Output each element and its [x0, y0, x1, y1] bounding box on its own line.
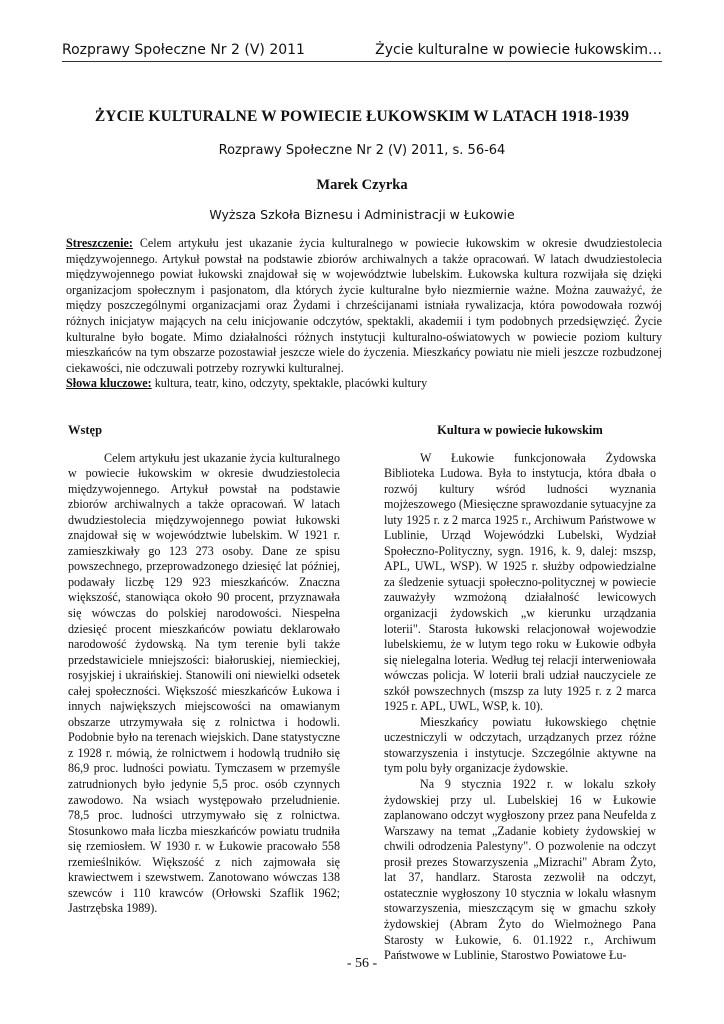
- abstract-text: Celem artykułu jest ukazanie życia kulturalnego w powiecie łukowskim w okresie dwudziestolecia międzywojennego. Artykuł powstał na podstawie zbiorów archiwalnych a także opracowań. W latach dwudziestolecia międzywojennego powiat łukowski znajdował się w województwie lubelskim. Łukowska kultura rozwijała się dzięki organizacjom społecznym i pasjonatom, dla których życie kulturalne było niezmiernie ważne. Można zauważyć, że między poszczególnymi organizacjami oraz Żydami i chrześcijanami istniała rywalizacja, która powodowała rozwój różnych inicjatyw mających na celu inicjowanie odczytów, spektakli, akademii i tym podobnych przedsięwzięć. Życie kulturalne było bogate. Mimo działalności różnych instytucji kulturalno-oświatowych w powiecie poziom kultury mieszkańców na tym obszarze pozostawiał jeszcze wiele do życzenia. Mieszkańcy powiatu nie mieli jeszcze rozbudzonej ciekawości, nie odczuwali potrzeby rozrywki kulturalnej.: [66, 236, 662, 375]
- author-affiliation: Wyższa Szkoła Biznesu i Administracji w Łukowie: [209, 207, 515, 222]
- keywords-paragraph: [66, 376, 662, 392]
- keywords-label: Słowa kluczowe:: [66, 376, 152, 391]
- right-column: [384, 423, 656, 964]
- culture-paragraph: W Łukowie funkcjonowała Żydowska Biblioteka Ludowa. Była to instytucja, która dbała o rozwój kultury wśród ludności wyznania mojżeszowego (Miesięczne sprawozdanie sytuacyjne za luty 1925 r. z 2 marca 1925 r., Archiwum Państwowe w Lublinie, Urząd Wojewódzki Lubelski, Wydział Społeczno-Polityczny, sygn. 1916, k. 9, dalej: mszsp, APL, UWL, WSP). W 1925 r. służby odpowiedzialne za śledzenie sytuacji społeczno-politycznej w powiecie zauważyły wzmożoną działalność lewicowych organizacji żydowskich „w kierunku urządzania loterii". Starosta łukowski relacjonował wojewodzie lubelskiemu, że w lutym tego roku w Łukowie odbyła się nielegalna loteria. Według tej relacji interweniowała wówczas policja. W loterii brali udział nauczyciele ze szkół powszechnych (mszsp za luty 1925 r. z 2 marca 1925 r. APL, UWL, WSP, k. 10).: [384, 450, 656, 714]
- culture-paragraph: Na 9 stycznia 1922 r. w lokalu szkoły żydowskiej przy ul. Lubelskiej 16 w Łukowie zaplanowano odczyt wygłoszony przez pana Neufelda z Warszawy na temat „Zadanie kobiety żydowskiej w chwili odrodzenia Palestyny". O pozwolenie na odczyt prosił prezes Stowarzyszenia „Mizrachi" Abram Żyto, lat 37, handlarz. Starosta zezwolił na odczyt, ostatecznie wygłoszony 10 stycznia w lokalu własnym stowarzyszenia, mieszczącym się w gmachu szkoły żydowskiej (Abram Żyto do Wielmożnego Pana Starosty w Łukowie, 6. 01.1922 r., Archiwum Państwowe w Lublinie, Starostwo Powiatowe Łu-: [384, 777, 656, 963]
- abstract-label: Streszczenie:: [66, 236, 133, 250]
- section-heading-intro: Wstęp: [68, 423, 103, 437]
- intro-paragraph: Celem artykułu jest ukazanie życia kulturalnego w powiecie łukowskim w okresie dwudziestolecia międzywojennego. Artykuł powstał na podstawie zbiorów archiwalnych a także opracowań. W latach dwudziestolecia międzywojennego powiat łukowski znajdował się w województwie lubelskim. W 1921 r. zamieszkiwały go 123 273 osoby. Dane ze spisu powszechnego, przeprowadzonego dziesięć lat później, podawały liczbę 129 923 mieszkańców. Znaczna większość, stanowiąca około 90 procent, przyznawała się wówczas do polskiej narodowości. Niespełna dziesięć procent mieszkańców powiatu deklarowało narodowość żydowską. Na tym terenie byli także przedstawiciele mniejszości: białoruskiej, niemieckiej, rosyjskiej i ukraińskiej. Stanowili oni niewielki odsetek całej społeczności. Większość mieszkańców Łukowa i innych największych miejscowości na omawianym obszarze utrzymywała się z rolnictwa i hodowli. Podobnie było na terenach wiejskich. Dane statystyczne z 1928 r. mówią, że rolnictwem i hodowlą trudniło się 86,9 proc. ludności powiatu. Tymczasem w przemyśle zatrudnionych było jedynie 5,5 proc. osób czynnych zawodowo. Na wsiach występowało przeludnienie. 78,5 proc. ludności utrzymywało się z rolnictwa. Stosunkowo mała liczba mieszkańców powiatu trudniła się rzemiosłem. W 1930 r. w Łukowie pracowało 558 rzemieślników. Większość z nich zajmowała się krawiectwem i szewstwem. Zanotowano wówczas 138 szewców i 110 krawców (Orłowski Szaflik 1962; Jastrzębska 1989).: [68, 450, 340, 916]
- section-heading-culture: Kultura w powiecie łukowskim: [437, 423, 603, 437]
- running-head-right: Życie kulturalne w powiecie łukowskim…: [375, 42, 662, 58]
- abstract: [66, 236, 662, 392]
- page-number: - 56 -: [346, 956, 378, 971]
- left-column: [68, 423, 340, 917]
- running-head-left: Rozprawy Społeczne Nr 2 (V) 2011: [62, 42, 305, 58]
- keywords-text: kultura, teatr, kino, odczyty, spektakle, placówki kultury: [151, 376, 428, 391]
- article-title: ŻYCIE KULTURALNE W POWIECIE ŁUKOWSKIM W LATACH 1918-1939: [94, 108, 630, 125]
- culture-paragraph: Mieszkańcy powiatu łukowskiego chętnie uczestniczyli w odczytach, urządzanych przez różne stowarzyszenia i instytucje. Szczególnie aktywne na tym polu były organizacje żydowskie.: [384, 714, 656, 776]
- running-head: [62, 38, 662, 62]
- author-name: Marek Czyrka: [316, 177, 408, 193]
- citation: Rozprawy Społeczne Nr 2 (V) 2011, s. 56-64: [218, 143, 506, 158]
- abstract-paragraph: [66, 236, 662, 376]
